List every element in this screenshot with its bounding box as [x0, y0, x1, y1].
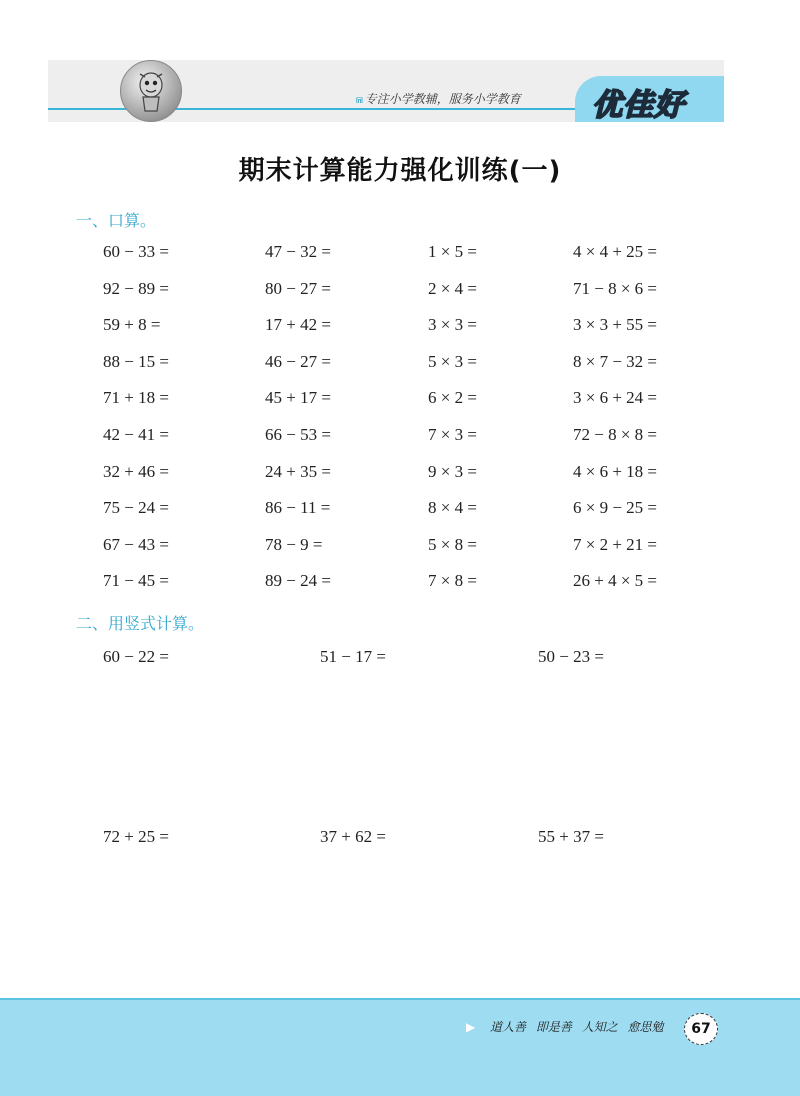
oral-problem: 6 × 2 = [428, 388, 477, 408]
oral-calc-row [103, 388, 703, 425]
oral-calc-row [103, 279, 703, 316]
oral-problem: 3 × 3 = [428, 315, 477, 335]
slogan-text: 专注小学教辅，服务小学教育 [364, 92, 521, 106]
vertical-calc-row [103, 647, 703, 667]
brand-logo: 优佳好 [592, 88, 685, 123]
oral-problem: 71 − 8 × 6 = [573, 278, 658, 298]
vertical-problem: 60 − 22 = [103, 647, 169, 666]
oral-problem: 89 − 24 = [265, 571, 331, 591]
oral-calc-row [103, 571, 703, 608]
oral-problem: 59 + 8 = [103, 315, 161, 335]
section-vertical-label: 二、用竖式计算。 [76, 614, 205, 633]
oral-problem: 8 × 4 = [428, 498, 477, 518]
oral-problem: 5 × 3 = [428, 351, 477, 371]
oral-problem: 47 − 32 = [265, 242, 331, 261]
oral-problem: 92 − 89 = [103, 278, 169, 298]
oral-problem: 3 × 3 + 55 = [573, 315, 658, 335]
oral-problem: 45 + 17 = [265, 388, 331, 408]
oral-problem: 6 × 9 − 25 = [573, 498, 658, 518]
oral-problem: 4 × 6 + 18 = [573, 461, 658, 481]
oral-problem: 2 × 4 = [428, 278, 477, 298]
oral-problem: 46 − 27 = [265, 351, 331, 371]
oral-calc-row [103, 352, 703, 389]
vertical-problem: 37 + 62 = [320, 827, 386, 846]
oral-problem: 71 − 45 = [103, 571, 169, 591]
oral-calc-row [103, 535, 703, 572]
oral-problem: 17 + 42 = [265, 315, 331, 335]
oral-problem: 26 + 4 × 5 = [573, 571, 658, 591]
section-oral-label: 一、口算。 [76, 211, 157, 230]
oral-problem: 1 × 5 = [428, 242, 477, 261]
header-slogan [356, 90, 521, 107]
oral-problem: 7 × 2 + 21 = [573, 534, 658, 554]
oral-problem: 9 × 3 = [428, 461, 477, 481]
oral-problem: 72 − 8 × 8 = [573, 424, 658, 444]
oral-problem: 67 − 43 = [103, 534, 169, 554]
footer-rule [0, 998, 800, 1000]
vertical-problem: 72 + 25 = [103, 827, 169, 846]
oral-problem: 5 × 8 = [428, 534, 477, 554]
oral-calc-row [103, 425, 703, 462]
oral-problem: 24 + 35 = [265, 461, 331, 481]
play-arrow-icon: ▶ [466, 1020, 476, 1034]
oral-calc-row [103, 242, 703, 279]
oral-problem: 86 − 11 = [265, 498, 331, 518]
oral-problem: 60 − 33 = [103, 242, 169, 261]
oral-problem: 3 × 6 + 24 = [573, 388, 658, 408]
vertical-problem: 51 − 17 = [320, 647, 386, 666]
oral-problem: 80 − 27 = [265, 278, 331, 298]
footer-band [0, 998, 800, 1096]
oral-problem: 7 × 8 = [428, 571, 477, 591]
vertical-calc-row [103, 827, 703, 847]
vertical-problem: 50 − 23 = [538, 647, 604, 666]
oral-calc-row [103, 498, 703, 535]
footer-motto: 道人善 即是善 人知之 愈思勉 [490, 1020, 664, 1034]
oral-calc-row [103, 315, 703, 352]
oral-problem: 8 × 7 − 32 = [573, 351, 658, 371]
oral-problem: 42 − 41 = [103, 424, 169, 444]
page-title: 期末计算能力强化训练(一) [238, 156, 562, 186]
page-number: 67 [684, 1013, 718, 1045]
oral-problem: 71 + 18 = [103, 388, 169, 408]
signal-icon: ⩎ [356, 92, 363, 106]
oral-problem: 75 − 24 = [103, 498, 169, 518]
mascot-logo-icon [120, 60, 182, 122]
oral-problem: 4 × 4 + 25 = [573, 242, 658, 261]
oral-calc-grid [103, 242, 703, 608]
oral-problem: 32 + 46 = [103, 461, 169, 481]
oral-problem: 88 − 15 = [103, 351, 169, 371]
oral-calc-row [103, 462, 703, 499]
oral-problem: 7 × 3 = [428, 424, 477, 444]
vertical-problem: 55 + 37 = [538, 827, 604, 846]
oral-problem: 66 − 53 = [265, 424, 331, 444]
oral-problem: 78 − 9 = [265, 534, 323, 554]
